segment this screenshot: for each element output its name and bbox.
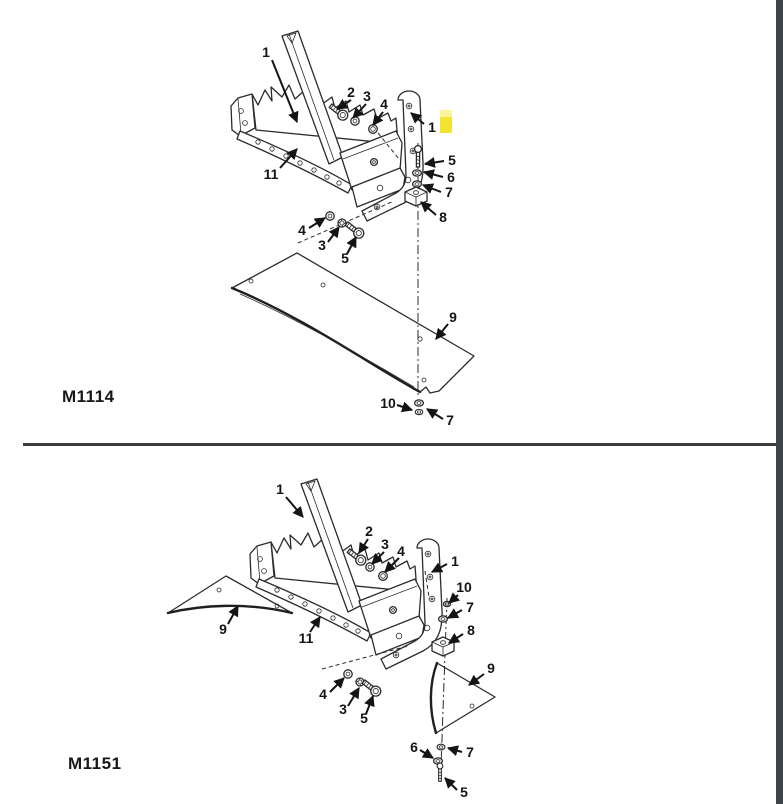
callout-label: 4	[319, 686, 327, 702]
callout-label: 1	[451, 553, 459, 569]
seat-frame-assembly	[231, 31, 423, 221]
nut	[379, 572, 388, 581]
callout-label: 7	[445, 184, 453, 200]
callout-label: 9	[449, 309, 457, 325]
callout-label: 5	[448, 152, 456, 168]
callout-label: 5	[460, 784, 468, 800]
callout-label: 11	[263, 166, 279, 182]
nut	[369, 125, 378, 134]
washer	[344, 670, 352, 678]
callout-label: 1	[276, 481, 284, 497]
screw	[437, 763, 443, 781]
washer	[351, 117, 359, 125]
callout-label: 2	[365, 523, 373, 539]
callout-label: 5	[341, 250, 349, 266]
washer	[415, 400, 424, 406]
washer	[415, 409, 422, 414]
washer	[439, 616, 448, 622]
callout-label: 8	[467, 622, 475, 638]
callout-label: 4	[397, 543, 405, 559]
model-label-m1151: M1151	[68, 754, 122, 773]
washer	[413, 170, 422, 176]
bolt	[343, 220, 365, 241]
page-right-edge	[776, 0, 783, 804]
washer	[413, 181, 422, 187]
callout-label: 10	[380, 395, 396, 411]
callout-label: 3	[318, 237, 326, 253]
callout-label: 7	[466, 599, 474, 615]
fender-panel-right	[431, 663, 495, 733]
callout-label: 6	[447, 169, 455, 185]
diagram-m1114	[62, 31, 474, 428]
callout-label: 1	[428, 119, 436, 135]
callout-label: 4	[298, 222, 306, 238]
callout-label: 5	[360, 710, 368, 726]
callout-label: 3	[381, 536, 389, 552]
callout-label: 2	[347, 84, 355, 100]
callout-label: 10	[456, 579, 472, 595]
callout-label: 3	[339, 701, 347, 717]
callout-label: 8	[439, 209, 447, 225]
washer	[437, 744, 445, 750]
callout-label: 9	[487, 660, 495, 676]
callout-label: 9	[219, 621, 227, 637]
callout-label: 6	[410, 739, 418, 755]
callout-label: 3	[363, 88, 371, 104]
clamp-bracket	[432, 637, 454, 656]
bolt	[360, 678, 382, 699]
section-divider	[23, 443, 776, 446]
callout-label: 1	[262, 44, 270, 60]
seat-frame-assembly	[250, 479, 442, 669]
callout-label: 7	[446, 412, 454, 428]
diagram-m1151	[68, 479, 495, 800]
fender-panel	[232, 253, 474, 393]
callout-label: 11	[298, 630, 314, 646]
callout-label: 7	[466, 744, 474, 760]
washer	[326, 212, 334, 220]
search-highlight-top	[440, 110, 452, 117]
callout-label: 4	[380, 96, 388, 112]
model-label-m1114: M1114	[62, 387, 115, 406]
